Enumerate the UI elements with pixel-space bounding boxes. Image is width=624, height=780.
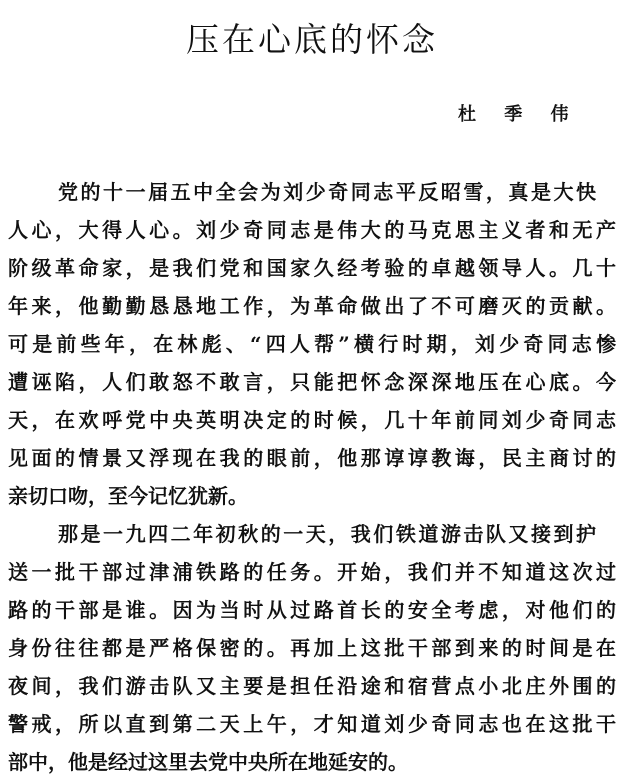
paragraph-1-line-2: 人心，大得人心。刘少奇同志是伟大的马克思主义者和无产: [8, 218, 616, 242]
paragraph-2-line-3: 路的干部是谁。因为当时从过路首长的安全考虑，对他们的: [8, 598, 616, 622]
paragraph-2-line-5: 夜间，我们游击队又主要是担任沿途和宿营点小北庄外围的: [8, 674, 616, 698]
paragraph-1-line-3: 阶级革命家，是我们党和国家久经考验的卓越领导人。几十: [8, 256, 616, 280]
paragraph-1-line-6: 遭诬陷，人们敢怒不敢言，只能把怀念深深地压在心底。今: [8, 370, 616, 394]
paragraph-1-line-4: 年来，他勤勤恳恳地工作，为革命做出了不可磨灭的贡献。: [8, 294, 616, 318]
paragraph-1-line-7: 天，在欢呼党中央英明决定的时候，几十年前同刘少奇同志: [8, 408, 616, 432]
paragraph-1-line-5: 可是前些年，在林彪、“四人帮”横行时期，刘少奇同志惨: [8, 332, 616, 356]
paragraph-1-line-1: 党的十一届五中全会为刘少奇同志平反昭雪，真是大快: [58, 180, 596, 204]
paragraph-2-line-2: 送一批干部过津浦铁路的任务。开始，我们并不知道这次过: [8, 560, 616, 584]
paragraph-1-line-8: 见面的情景又浮现在我的眼前，他那谆谆教诲，民主商讨的: [8, 446, 616, 470]
paragraph-2-line-7: 部中，他是经过这里去党中央所在地延安的。: [8, 750, 408, 774]
paragraph-2-line-4: 身份往往都是严格保密的。再加上这批干部到来的时间是在: [8, 636, 616, 660]
paragraph-2-line-1: 那是一九四二年初秋的一天，我们铁道游击队又接到护: [58, 522, 596, 546]
paragraph-2-line-6: 警戒，所以直到第二天上午，才知道刘少奇同志也在这批干: [8, 712, 616, 736]
article-author: 杜 季 伟: [458, 104, 580, 125]
article-title: 压在心底的怀念: [186, 20, 438, 59]
paragraph-1-line-9: 亲切口吻，至今记忆犹新。: [8, 484, 248, 508]
